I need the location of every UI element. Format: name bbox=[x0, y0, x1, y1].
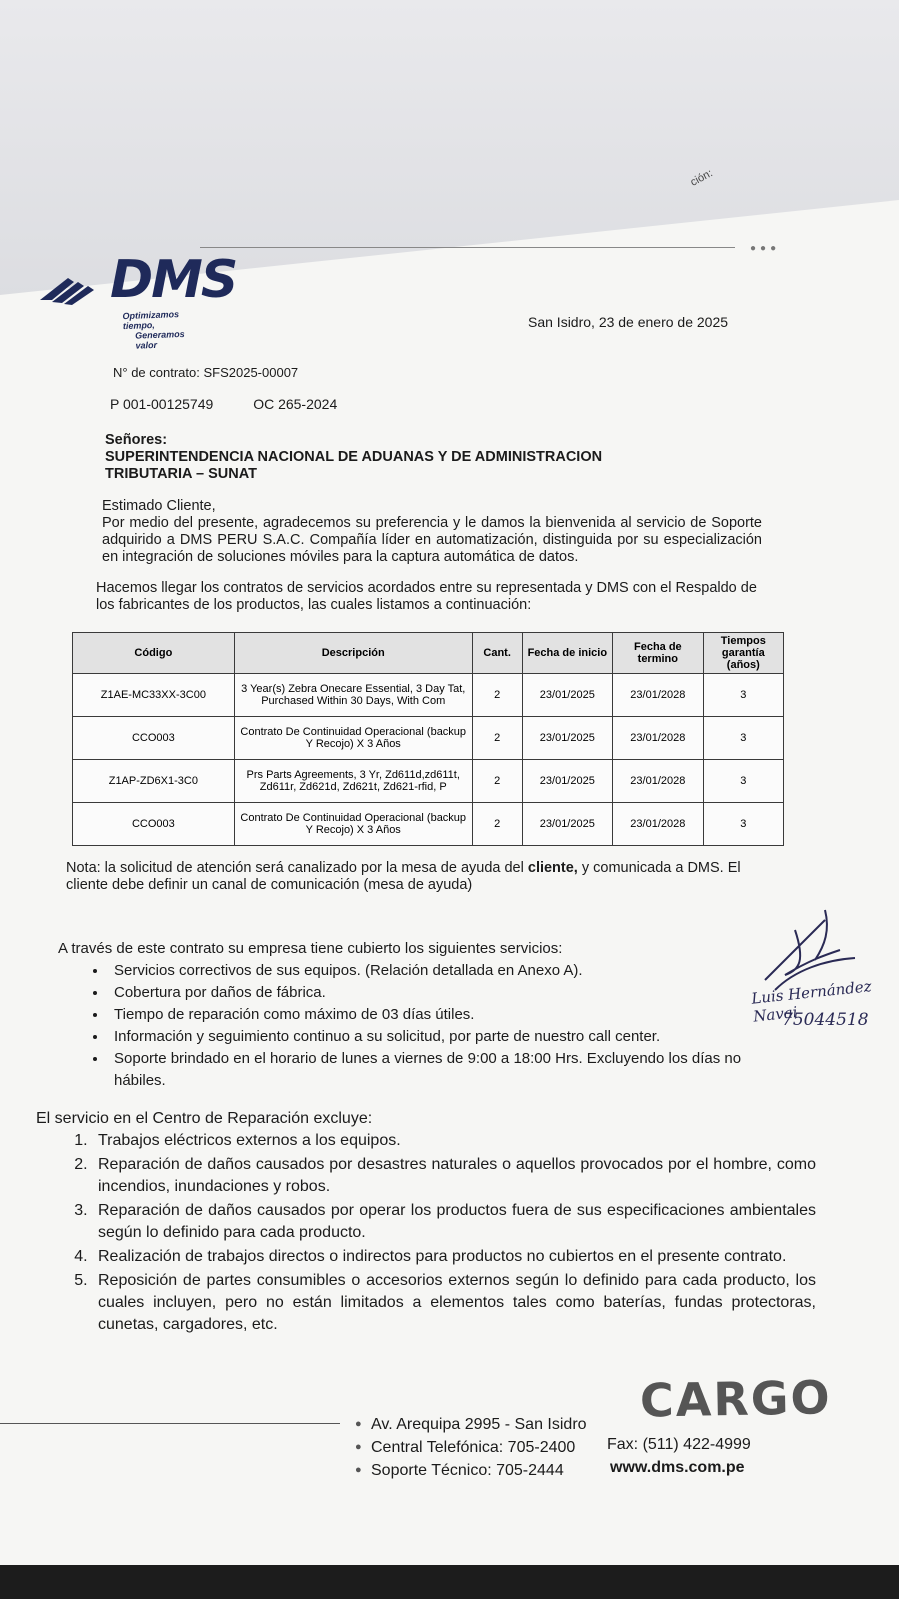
contract-number: N° de contrato: SFS2025-00007 bbox=[113, 365, 299, 380]
salutation: Estimado Cliente, bbox=[102, 498, 216, 514]
table-row bbox=[73, 760, 784, 803]
addressee-greeting: Señores: bbox=[105, 432, 168, 448]
list-item: 5. Reposición de partes consumibles o accesorios externos según lo definido para cada producto, los cuales incluyen, pero no están limitados a elementos tales como baterías, fundas protectoras, cunetas, cargadores, etc. bbox=[92, 1270, 816, 1336]
reference-numbers bbox=[110, 396, 373, 412]
cell-codigo: CCO003 bbox=[73, 803, 235, 846]
list-item: • Cobertura por daños de fábrica. bbox=[108, 982, 788, 1004]
oc-number: OC 265-2024 bbox=[253, 396, 338, 412]
cell-fecha-termino: 23/01/2028 bbox=[613, 717, 704, 760]
cell-garantia: 3 bbox=[703, 760, 783, 803]
services-intro: A través de este contrato su empresa tiene cubierto los siguientes servicios: bbox=[58, 940, 563, 957]
cell-descripcion: Contrato De Continuidad Operacional (backup Y Recojo) X 3 Años bbox=[234, 717, 472, 760]
cell-garantia: 3 bbox=[703, 717, 783, 760]
intro-paragraph: Por medio del presente, agradecemos su preferencia y le damos la bienvenida al servicio de Soporte adquirido a DMS PERU S.A.C. Compañía líder en automatización, distinguida por su especialización en integración de soluciones móviles para la captura automática de datos. bbox=[102, 515, 762, 565]
p-number: P 001-00125749 bbox=[110, 396, 214, 412]
list-item: • Soporte brindado en el horario de lunes a viernes de 9:00 a 18:00 Hrs. Excluyendo los días no hábiles. bbox=[108, 1048, 788, 1092]
contracts-table bbox=[72, 632, 784, 846]
footer-fax: Fax: (511) 422-4999 bbox=[607, 1436, 751, 1453]
addressee-name-line2: TRIBUTARIA – SUNAT bbox=[105, 466, 257, 482]
signature-name: Luis Hernández Navai bbox=[750, 977, 873, 1026]
cell-garantia: 3 bbox=[703, 803, 783, 846]
table-row bbox=[73, 803, 784, 846]
list-item: 2. Reparación de daños causados por desastres naturales o aquellos provocados por el hombre, como incendios, inundaciones y robos. bbox=[92, 1154, 816, 1198]
addressee bbox=[105, 432, 602, 483]
cell-fecha-termino: 23/01/2028 bbox=[613, 803, 704, 846]
list-item: • Tiempo de reparación como máximo de 03 días útiles. bbox=[108, 1004, 788, 1026]
cell-cant: 2 bbox=[472, 803, 522, 846]
cargo-stamp: CARGO bbox=[639, 1370, 833, 1428]
dark-surface bbox=[0, 1565, 899, 1599]
header-dots: ●●● bbox=[750, 243, 781, 254]
addressee-name-line1: SUPERINTENDENCIA NACIONAL DE ADUANAS Y DE ADMINISTRACION bbox=[105, 449, 603, 465]
th-tiempos-garantia: Tiempos garantía (años) bbox=[703, 633, 783, 674]
footer-phone: ● Central Telefónica: 705-2400 bbox=[355, 1436, 587, 1459]
background-paper-text: ción: bbox=[688, 167, 715, 189]
cell-cant: 2 bbox=[472, 717, 522, 760]
th-codigo: Código bbox=[73, 633, 235, 674]
cell-descripcion: Contrato De Continuidad Operacional (backup Y Recojo) X 3 Años bbox=[234, 803, 472, 846]
cell-cant: 2 bbox=[472, 760, 522, 803]
note-paragraph: Nota: la solicitud de atención será canalizado por la mesa de ayuda del cliente, y comunicada a DMS. El cliente debe definir un canal de comunicación (mesa de ayuda) bbox=[66, 860, 741, 893]
logo-text: DMS bbox=[110, 250, 237, 310]
list-item: 1. Trabajos eléctricos externos a los equipos. bbox=[92, 1130, 816, 1152]
header-rule bbox=[200, 247, 735, 248]
list-item: 4. Realización de trabajos directos o indirectos para productos no cubiertos en el presente contrato. bbox=[92, 1246, 816, 1268]
cell-cant: 2 bbox=[472, 674, 522, 717]
signature-number: 75044518 bbox=[782, 1010, 869, 1030]
footer-support: ● Soporte Técnico: 705-2444 bbox=[355, 1459, 587, 1482]
cell-codigo: Z1AE-MC33XX-3C00 bbox=[73, 674, 235, 717]
services-list bbox=[58, 960, 788, 1092]
logo-hand-icon bbox=[38, 270, 108, 306]
exclusions-intro: El servicio en el Centro de Reparación excluye: bbox=[36, 1110, 373, 1127]
cell-codigo: Z1AP-ZD6X1-3C0 bbox=[73, 760, 235, 803]
cell-fecha-inicio: 23/01/2025 bbox=[522, 674, 613, 717]
table-header-row bbox=[73, 633, 784, 674]
cell-fecha-inicio: 23/01/2025 bbox=[522, 760, 613, 803]
intro-block bbox=[102, 498, 762, 566]
footer-website: www.dms.com.pe bbox=[610, 1459, 745, 1476]
cell-codigo: CCO003 bbox=[73, 717, 235, 760]
th-fecha-inicio: Fecha de inicio bbox=[522, 633, 613, 674]
list-item: • Información y seguimiento continuo a su solicitud, por parte de nuestro call center. bbox=[108, 1026, 788, 1048]
list-item: 3. Reparación de daños causados por operar los productos fuera de sus especificaciones ambientales según lo definido para cada producto. bbox=[92, 1200, 816, 1244]
footer-contact bbox=[355, 1413, 587, 1482]
logo-slogan: Optimizamos tiempo, Generamos valor bbox=[122, 309, 185, 351]
th-descripcion: Descripción bbox=[234, 633, 472, 674]
cell-garantia: 3 bbox=[703, 674, 783, 717]
services-section bbox=[58, 938, 788, 1092]
table-row bbox=[73, 717, 784, 760]
th-fecha-termino: Fecha de termino bbox=[613, 633, 704, 674]
cell-descripcion: Prs Parts Agreements, 3 Yr, Zd611d,zd611t, Zd611r, Zd621d, Zd621t, Zd621-rfid, P bbox=[234, 760, 472, 803]
letter-date: San Isidro, 23 de enero de 2025 bbox=[528, 314, 729, 330]
footer-rule bbox=[0, 1423, 340, 1424]
cell-fecha-inicio: 23/01/2025 bbox=[522, 803, 613, 846]
exclusions-section bbox=[36, 1108, 816, 1338]
footer-address: ● Av. Arequipa 2995 - San Isidro bbox=[355, 1413, 587, 1436]
cell-fecha-inicio: 23/01/2025 bbox=[522, 717, 613, 760]
table-row bbox=[73, 674, 784, 717]
list-item: • Servicios correctivos de sus equipos. (Relación detallada en Anexo A). bbox=[108, 960, 788, 982]
cell-fecha-termino: 23/01/2028 bbox=[613, 760, 704, 803]
th-cant: Cant. bbox=[472, 633, 522, 674]
exclusions-list bbox=[36, 1130, 816, 1336]
cell-fecha-termino: 23/01/2028 bbox=[613, 674, 704, 717]
note-bold: cliente, bbox=[527, 860, 578, 876]
intro-paragraph-2: Hacemos llegar los contratos de servicios acordados entre su representada y DMS con el Respaldo de los fabricantes de los productos, las cuales listamos a continuación: bbox=[96, 580, 757, 613]
cell-descripcion: 3 Year(s) Zebra Onecare Essential, 3 Day Tat, Purchased Within 30 Days, With Com bbox=[234, 674, 472, 717]
